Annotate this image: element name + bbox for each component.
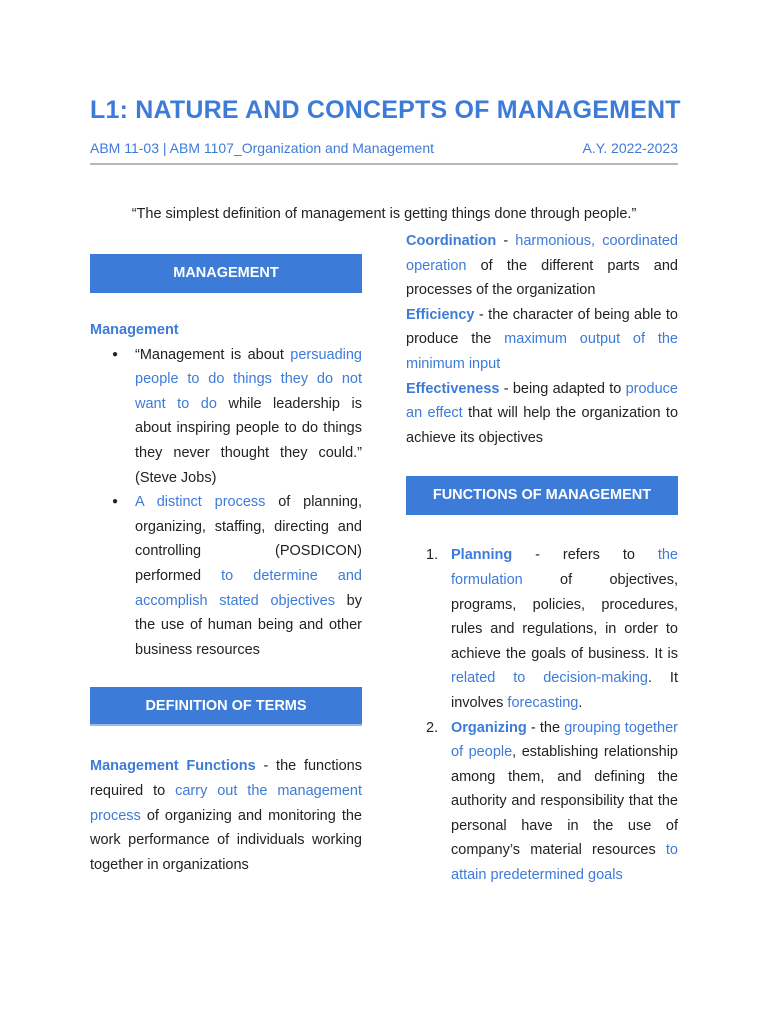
management-heading: Management [90, 322, 179, 338]
intro-quote: “The simplest definition of management is getting things done through people.” [131, 206, 637, 222]
coordination-definition: Coordination - harmonious, coordinated operation of the different parts and processes of the organization [406, 233, 678, 299]
course-code: ABM 11-03 | ABM 1107_Organization and Management [90, 140, 434, 156]
functions-of-management-banner: FUNCTIONS OF MANAGEMENT [406, 476, 678, 515]
header-divider [90, 163, 678, 165]
list-item: 2. Organizing - the grouping together of people, establishing relationship among them, and defining the authority and responsibility that the personal have in the use of company’s material resources to attain predetermined goals [426, 719, 679, 884]
management-functions-definition: Management Functions - the functions required to carry out the management process of organizing and monitoring the work performance of individuals working together in organizations [90, 758, 362, 873]
functions-list [406, 543, 678, 887]
left-column [90, 254, 362, 877]
list-item: 1. Planning - refers to the formulation of objectives, programs, policies, procedures, rules and regulations, in order to achieve the goals of business. It is related to decision-making. It involves forecasting. [426, 547, 678, 711]
management-banner: MANAGEMENT [90, 254, 362, 293]
list-item: ● “Management is about persuading people to do things they do not want to do while leadership is about inspiring people to do things they never thought they could.” (Steve Jobs) [90, 343, 362, 491]
efficiency-definition: Efficiency - the character of being able to produce the maximum output of the minimum input [406, 306, 678, 372]
list-item: ● A distinct process of planning, organizing, staffing, directing and controlling (POSDICON) performed to determine and accomplish stated objectives by the use of human being and other business resources [90, 490, 362, 662]
effectiveness-definition: Effectiveness - being adapted to produce an effect that will help the organization to achieve its objectives [406, 380, 679, 446]
page-title: L1: NATURE AND CONCEPTS OF MANAGEMENT [90, 96, 681, 124]
management-list [90, 343, 362, 663]
academic-year: A.Y. 2022-2023 [582, 140, 678, 156]
right-column [406, 229, 678, 888]
definition-of-terms-banner: DEFINITION OF TERMS [90, 687, 362, 726]
course-line [90, 140, 678, 156]
